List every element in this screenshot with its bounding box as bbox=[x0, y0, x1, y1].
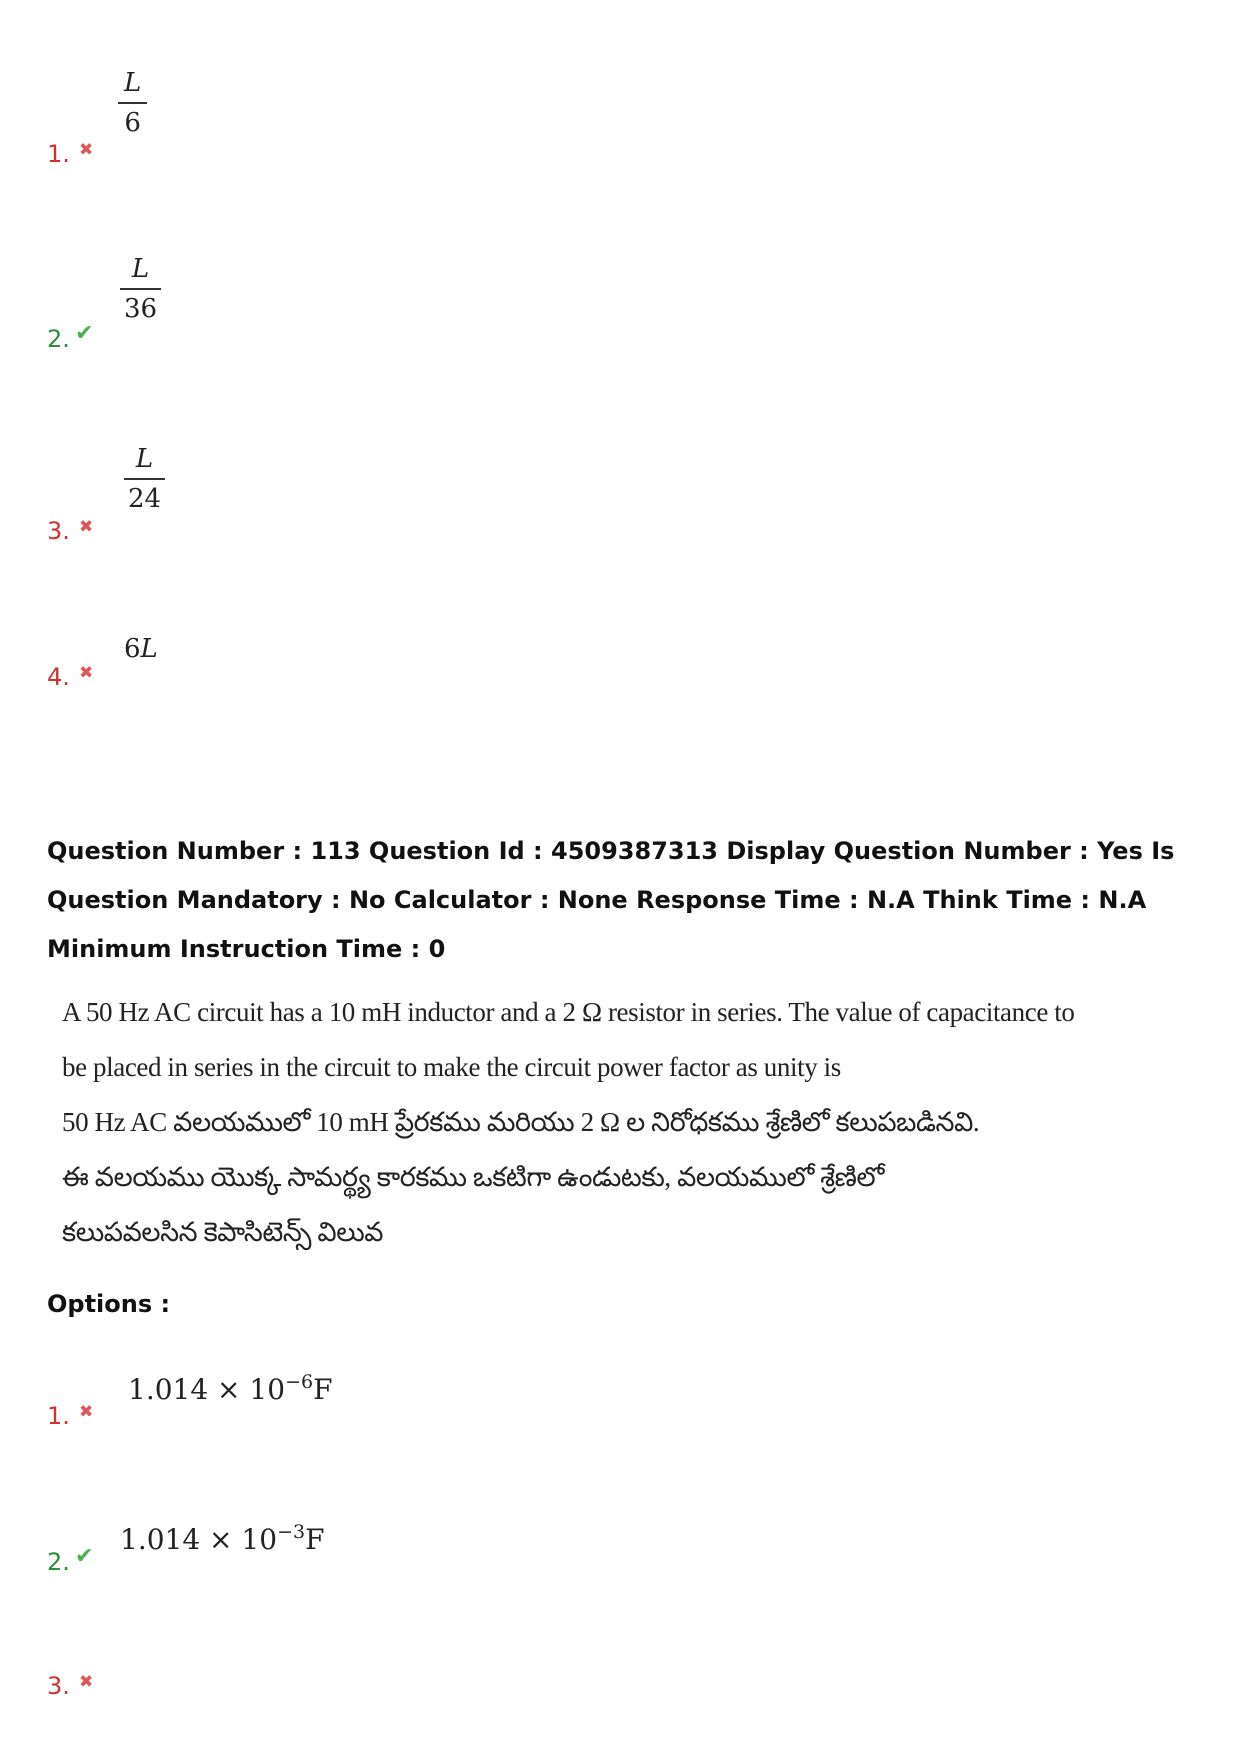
option-1-value: $1.014 \times 10^{-6}F$ bbox=[128, 1371, 333, 1406]
question-text bbox=[62, 985, 1075, 1260]
cross-icon: ✖ bbox=[79, 140, 94, 160]
question-line: కలుపవలసిన కెపాసిటెన్స్ విలువ bbox=[62, 1217, 384, 1247]
option-number: 3. bbox=[47, 517, 70, 545]
question-meta: Question Number : 113 Question Id : 4509387313 Display Question Number : Yes Is Question Mandatory : No Calculator : None Response Time : N.A Think Time : N.A Minimum Instruction Time : 0 bbox=[47, 837, 1175, 963]
cross-icon: ✖ bbox=[79, 517, 94, 537]
option-number: 1. bbox=[47, 1402, 70, 1430]
question-line: be placed in series in the circuit to make the circuit power factor as unity is bbox=[62, 1052, 841, 1082]
cross-icon: ✖ bbox=[79, 1402, 94, 1422]
option-2-value: $1.014 \times 10^{-3}F$ bbox=[120, 1521, 325, 1556]
option-number: 2. bbox=[47, 1548, 70, 1576]
prev-option-4-value: 6L bbox=[124, 634, 158, 664]
option-number: 1. bbox=[47, 140, 70, 168]
question-line: A 50 Hz AC circuit has a 10 mH inductor and a 2 Ω resistor in series. The value of capacitance to bbox=[62, 997, 1075, 1027]
option-number: 2. bbox=[47, 325, 70, 353]
option-number: 3. bbox=[47, 1672, 70, 1700]
question-line: ఈ వలయము యొక్క సామర్థ్య కారకము ఒకటిగా ఉండుటకు, వలయములో శ్రేణిలో bbox=[62, 1162, 884, 1192]
prev-option-1-value: $\frac{L}{6}$ bbox=[118, 70, 147, 136]
option-number: 4. bbox=[47, 663, 70, 691]
cross-icon: ✖ bbox=[79, 663, 94, 683]
prev-option-2-value: $\frac{L}{36}$ bbox=[120, 256, 161, 322]
options-label: Options : bbox=[47, 1290, 171, 1318]
question-line: 50 Hz AC వలయములో 10 mH ప్రేరకము మరియు 2 Ω ల నిరోధకము శ్రేణిలో కలుపబడినవి. bbox=[62, 1107, 980, 1137]
check-icon: ✔ bbox=[75, 1544, 94, 1569]
prev-option-3-value: $\frac{L}{24}$ bbox=[124, 446, 165, 512]
cross-icon: ✖ bbox=[79, 1672, 94, 1692]
check-icon: ✔ bbox=[75, 321, 94, 346]
